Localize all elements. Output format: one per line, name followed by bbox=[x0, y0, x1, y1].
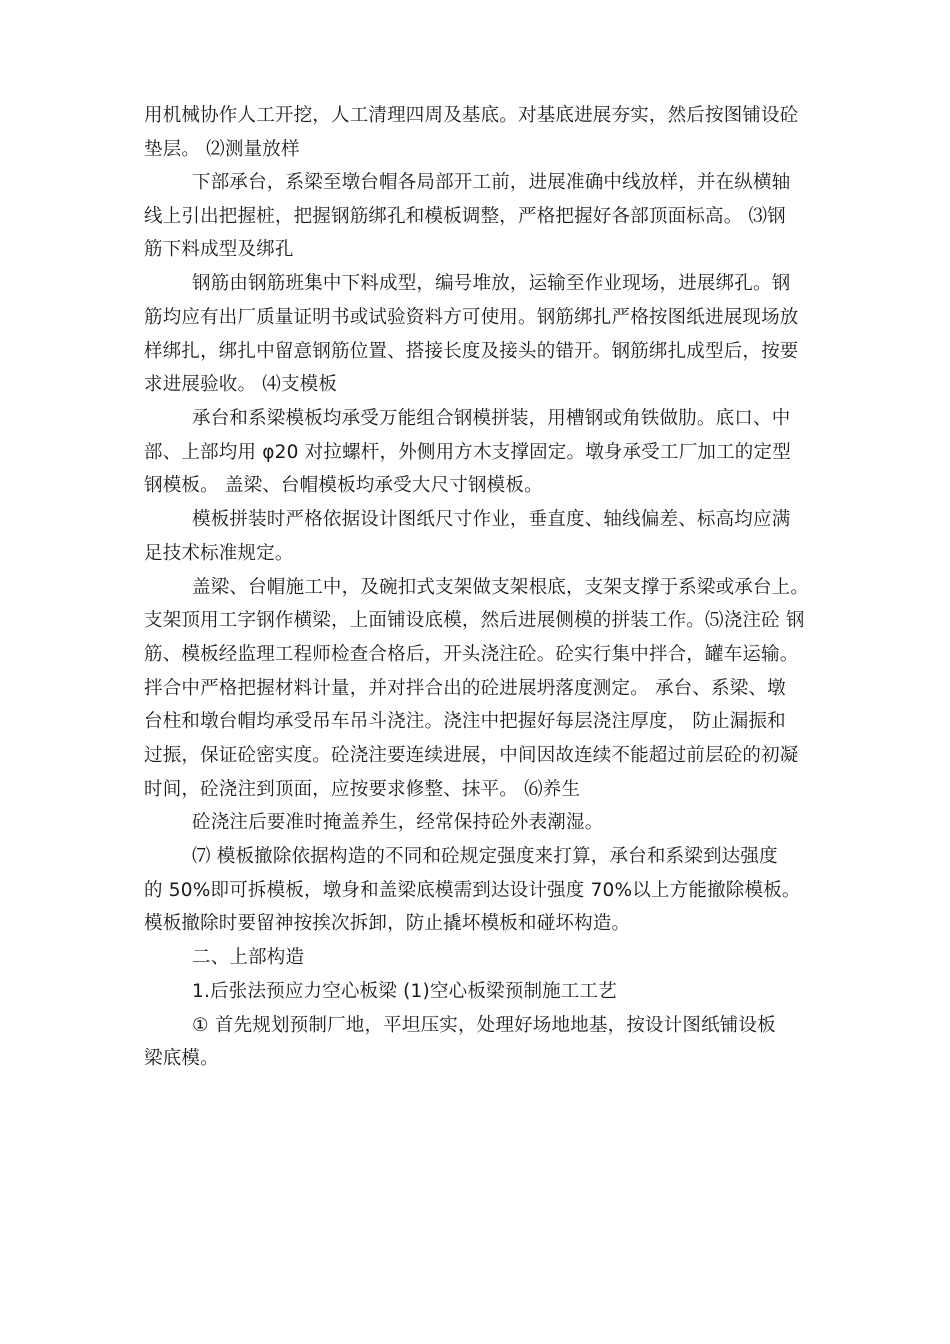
text-line: 钢模板。 盖梁、台帽模板均承受大尺寸钢模板。 bbox=[144, 475, 543, 496]
text-line: 模板撤除时要留神按挨次拆卸，防止撬坏模板和碰坏构造。 bbox=[144, 913, 631, 934]
text-line: 筋均应有出厂质量证明书或试验资料方可使用。钢筋绑扎严格按图纸进展现场放 bbox=[144, 307, 799, 328]
paragraph-first-line: 下部承台，系梁至墩台帽各局部开工前，进展准确中线放样，并在纵横轴 bbox=[192, 172, 791, 193]
text-line: 筋、模板经监理工程师检查合格后，开头浇注砼。砼实行集中拌合，罐车运输。 bbox=[144, 644, 799, 665]
text-line: 支架顶用工字钢作横梁，上面铺设底模，然后进展侧模的拼装工作。⑸浇注砼 钢 bbox=[144, 610, 805, 631]
subsection-heading: 1.后张法预应力空心板梁 (1)空心板梁预制施工工艺 bbox=[192, 981, 617, 1002]
text-line: 筋下料成型及绑孔 bbox=[144, 239, 294, 260]
paragraph-first-line: 钢筋由钢筋班集中下料成型，编号堆放，运输至作业现场，进展绑孔。钢 bbox=[192, 273, 791, 294]
section-heading: 二、上部构造 bbox=[192, 947, 305, 968]
text-line: 时间，砼浇注到顶面，应按要求修整、抹平。 ⑹养生 bbox=[144, 779, 581, 800]
paragraph-first-line: 盖梁、台帽施工中，及碗扣式支架做支架根底，支架支撑于系梁或承台上。 bbox=[192, 577, 810, 598]
text-line: 的 50%即可拆模板，墩身和盖梁底模需到达设计强度 70%以上方能撤除模板。 bbox=[144, 880, 801, 901]
text-line: 线上引出把握桩，把握钢筋绑孔和模板调整，严格把握好各部顶面标高。 ⑶钢 bbox=[144, 206, 786, 227]
text-line: 样绑扎，绑扎中留意钢筋位置、搭接长度及接头的错开。钢筋绑扎成型后，按要 bbox=[144, 341, 799, 362]
text-line: 垫层。 ⑵测量放样 bbox=[144, 139, 300, 160]
paragraph-first-line: 砼浇注后要准时掩盖养生，经常保持砼外表潮湿。 bbox=[192, 812, 604, 833]
text-line: 拌合中严格把握材料计量，并对拌合出的砼进展坍落度测定。 承台、系梁、墩 bbox=[144, 678, 786, 699]
paragraph-first-line: 模板拼装时严格依据设计图纸尺寸作业，垂直度、轴线偏差、标高均应满 bbox=[192, 509, 791, 530]
text-line: 用机械协作人工开挖，人工清理四周及基底。对基底进展夯实，然后按图铺设砼 bbox=[144, 105, 799, 126]
text-line: 求进展验收。 ⑷支模板 bbox=[144, 374, 338, 395]
text-line: 过振，保证砼密实度。砼浇注要连续进展，中间因故连续不能超过前层砼的初凝 bbox=[144, 745, 799, 766]
paragraph-first-line: ⑺ 模板撤除依据构造的不同和砼规定强度来打算，承台和系梁到达强度 bbox=[192, 846, 778, 867]
text-line: 足技术标准规定。 bbox=[144, 543, 294, 564]
text-line: 部、上部均用 φ20 对拉螺杆，外侧用方木支撑固定。墩身承受工厂加工的定型 bbox=[144, 442, 791, 463]
paragraph-first-line: 承台和系梁模板均承受万能组合钢模拼装，用槽钢或角铁做肋。底口、中 bbox=[192, 408, 791, 429]
paragraph-first-line: ① 首先规划预制厂地，平坦压实，处理好场地地基，按设计图纸铺设板 bbox=[192, 1015, 776, 1036]
text-line: 台柱和墩台帽均承受吊车吊斗浇注。浇注中把握好每层浇注厚度， 防止漏振和 bbox=[144, 711, 786, 732]
text-line: 梁底模。 bbox=[144, 1048, 219, 1069]
